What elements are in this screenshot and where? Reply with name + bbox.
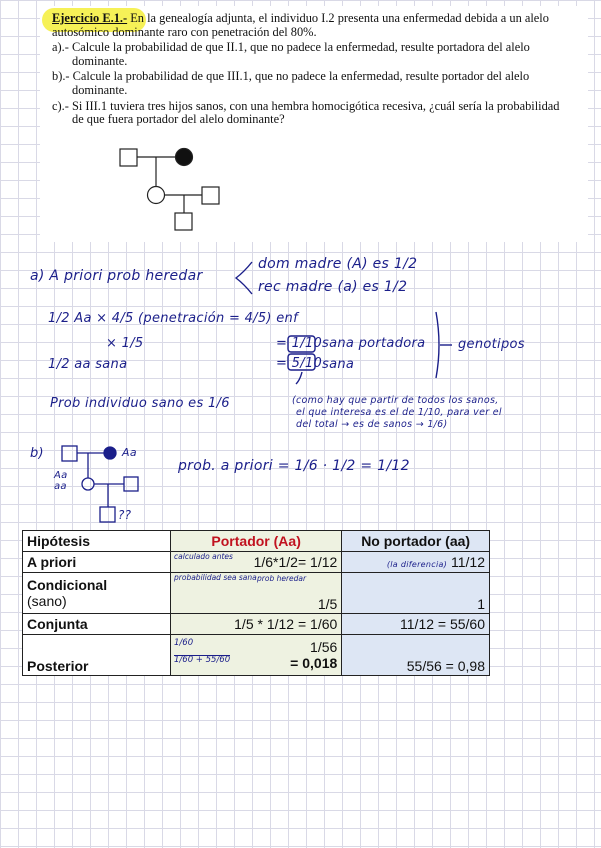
note-post-den: 1/60 + 55/60 [174, 655, 231, 665]
value-priori-no-portador: 11/12 [451, 554, 485, 570]
header-portador: Portador (Aa) [171, 531, 342, 552]
note-prob-b: prob. a priori = 1/6 · 1/2 = 1/12 [178, 458, 410, 474]
cell-conj-portador: 1/5 * 1/12 = 1/60 [171, 614, 342, 635]
hand-pedigree-I2-affected-circle [104, 447, 116, 459]
cell-conj-no-portador: 11/12 = 55/60 [342, 614, 490, 635]
note-rec-madre: rec madre (a) es 1/2 [258, 279, 408, 295]
row-label-condicional [23, 573, 171, 614]
pedigree-I2-affected-circle [176, 149, 193, 166]
pedigree-II1-circle [148, 187, 165, 204]
bayes-table [22, 530, 490, 676]
table-row-condicional [23, 573, 490, 614]
note-paren-3: del total → es de sanos → 1/6) [296, 419, 448, 430]
value-priori-portador: 1/6*1/2= 1/12 [253, 554, 338, 570]
table-row-posterior [23, 635, 490, 676]
note-line2-eq: = 1/10 [276, 336, 323, 351]
note-line1: 1/2 Aa × 4/5 (penetración = 4/5) enf [48, 311, 298, 326]
note-a-label: a) A priori prob heredar [30, 268, 203, 284]
problem-item-c: c).- Si III.1 tuviera tres hijos sanos, con una hembra homocigótica recesiva, ¿cuál sería la probabilidad de que fuera portador del alelo dominante? [52, 98, 560, 127]
problem-title: Ejercicio E.1.- [52, 11, 128, 25]
cell-cond-portador [171, 573, 342, 614]
table-row-conjunta [23, 614, 490, 635]
cell-priori-portador [171, 552, 342, 573]
hand-pedigree-II1-circle [82, 478, 94, 490]
value-post-portador-1: 1/56 [310, 639, 338, 655]
header-hipotesis: Hipótesis [23, 531, 171, 552]
note-prob-sano: Prob individuo sano es 1/6 [50, 396, 230, 411]
note-prob-heredar: prob heredar [257, 574, 307, 583]
table-row-priori [23, 552, 490, 573]
note-prob-sea-sana: probabilidad sea sana [174, 573, 257, 582]
hand-pedigree-I1-square [62, 446, 77, 461]
note-III1-unknown: ?? [118, 508, 132, 522]
value-cond-portador: 1/5 [317, 596, 338, 612]
header-no-portador: No portador (aa) [342, 531, 490, 552]
cell-cond-no-portador: 1 [342, 573, 490, 614]
note-genotype-II1-a: Aa [54, 470, 68, 481]
pedigree-III1-square [175, 213, 192, 230]
row-label-condicional-1: Condicional [27, 577, 108, 593]
printed-pedigree [120, 149, 219, 231]
note-genotype-I2: Aa [122, 446, 137, 459]
row-label-condicional-2: (sano) [27, 593, 67, 609]
table-header-row [23, 531, 490, 552]
hand-pedigree-II2-square [124, 477, 138, 491]
pedigree-II2-square [202, 187, 219, 204]
row-label-priori: A priori [23, 552, 171, 573]
note-calculado-antes: calculado antes [174, 552, 233, 561]
cell-post-no-portador: 55/56 = 0,98 [342, 635, 490, 676]
row-label-posterior: Posterior [23, 635, 171, 676]
cell-post-portador [171, 635, 342, 676]
note-dom-madre: dom madre (A) es 1/2 [258, 256, 418, 272]
pedigree-I1-square [120, 149, 137, 166]
note-line2-right: sana portadora [322, 336, 426, 351]
row-label-conjunta: Conjunta [23, 614, 171, 635]
note-genotipos: genotipos [458, 337, 525, 352]
note-paren-2: el que interesa es el de 1/10, para ver el [296, 407, 502, 418]
note-post-num: 1/60 [174, 638, 194, 648]
note-line3-eq: = 5/10 [276, 356, 323, 371]
note-paren-1: (como hay que partir de todos los sanos, [292, 395, 499, 406]
note-line2-factor: × 1/5 [106, 336, 144, 351]
problem-item-a: a).- Calcule la probabilidad de que II.1, que no padece la enfermedad, resulte portadora del alelo dominante. [52, 40, 530, 68]
hand-pedigree-III1-square [100, 507, 115, 522]
note-b-label: b) [30, 446, 44, 461]
note-genotype-II1-b: aa [54, 481, 67, 492]
problem-intro-text: En la genealogía adjunta, el individuo I.2 presenta una enfermedad debida a un alelo autosómico dominante raro con penetración del 80%. [52, 11, 549, 39]
note-line3: 1/2 aa sana [48, 357, 128, 372]
value-post-portador-2: = 0,018 [290, 655, 338, 671]
problem-item-b: b).- Calcule la probabilidad de que III.1, que no padece la enfermedad, resulte portador del alelo dominante. [52, 69, 530, 97]
cell-priori-no-portador [342, 552, 490, 573]
note-line3-right: sana [322, 357, 355, 372]
note-diferencia: (la diferencia) [386, 560, 448, 569]
